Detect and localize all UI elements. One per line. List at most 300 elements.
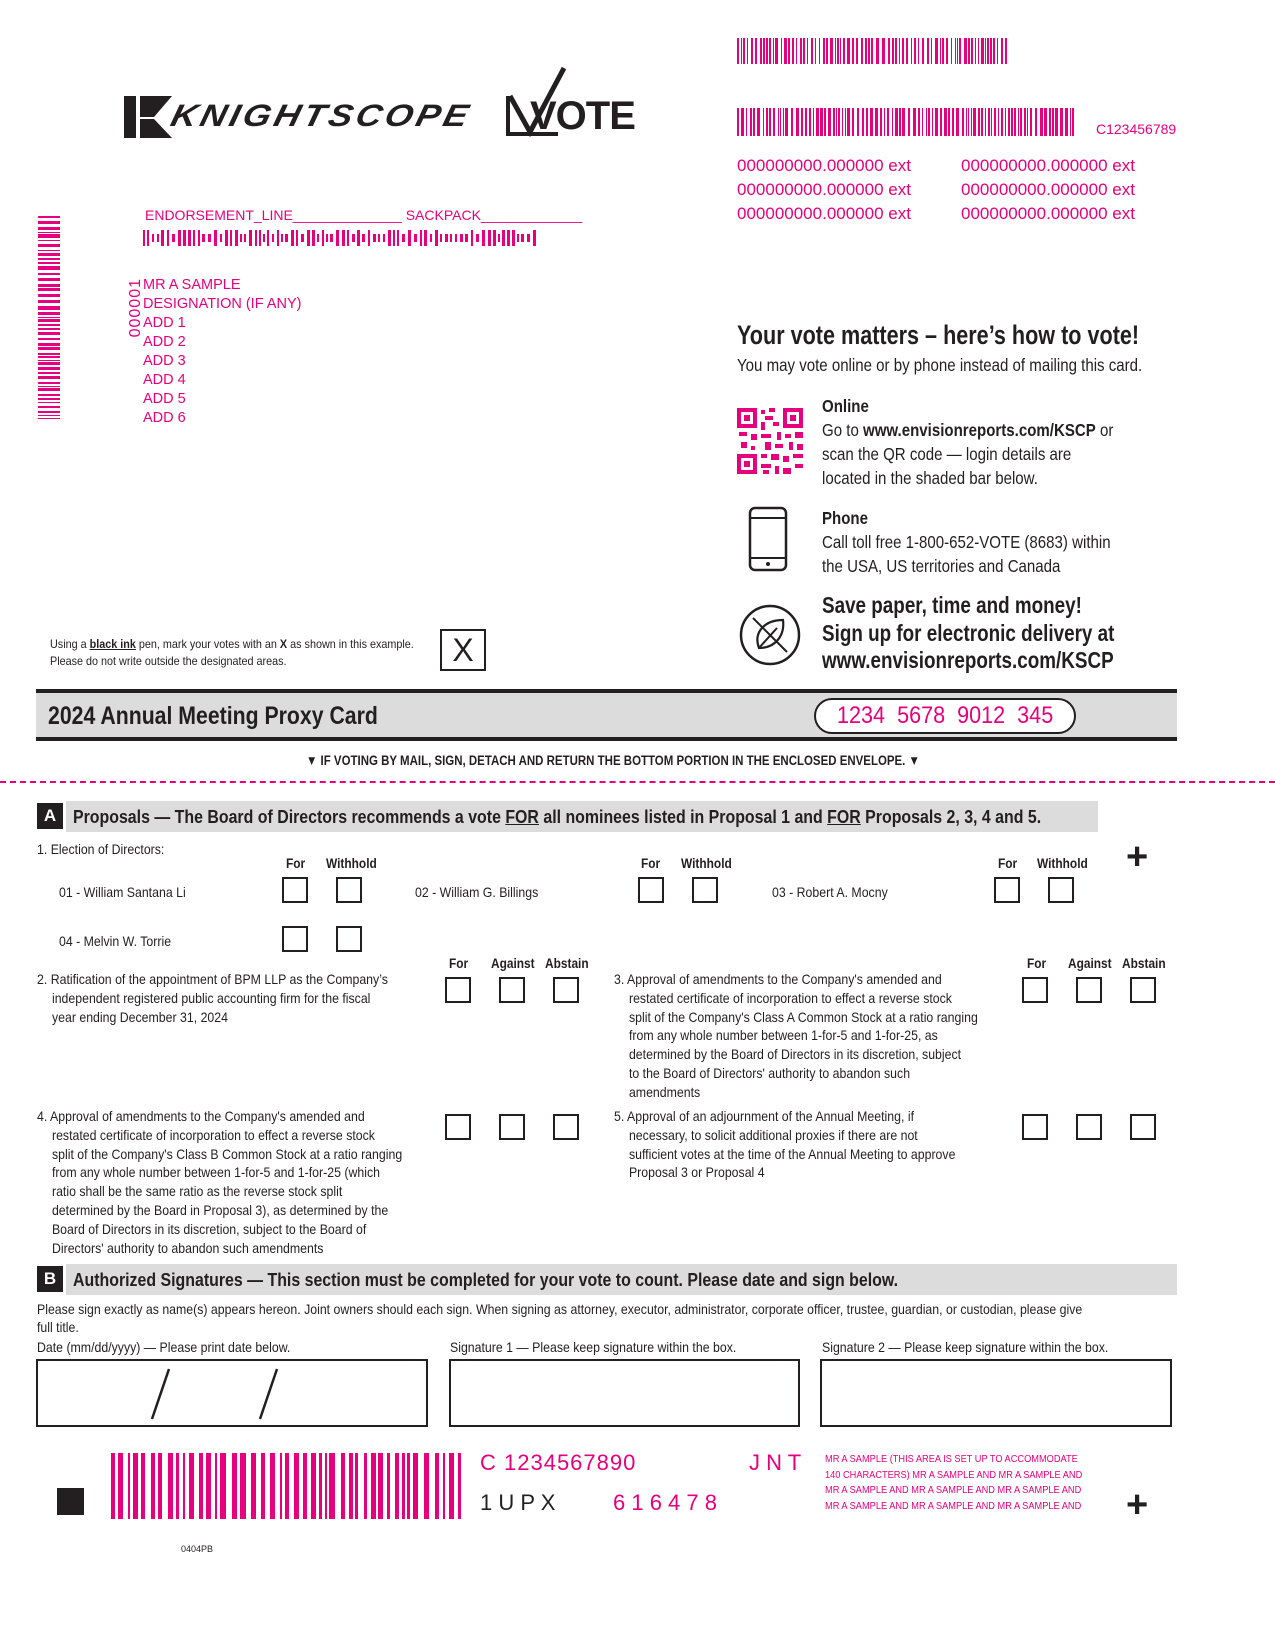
barcode-bar: [902, 108, 905, 136]
ext-code: 000000000.000000 ext: [961, 156, 1135, 175]
barcode-bar: [168, 1453, 173, 1519]
barcode-bar: [791, 108, 793, 136]
barcode-bar: [876, 38, 879, 64]
nominee-02-for-checkbox[interactable]: [638, 877, 664, 903]
signing-line-1: Please sign exactly as name(s) appears hereon. Joint owners should each sign. When signing as attorney, executor, administrator, corporate officer, trustee, guardian, or custodian, please give: [37, 1301, 1083, 1317]
proxy-card-title: 2024 Annual Meeting Proxy Card: [48, 702, 378, 730]
signature-1-box[interactable]: [449, 1359, 800, 1427]
barcode-bar: [966, 108, 967, 136]
example-mark: X: [452, 632, 474, 668]
proposal-line: 3. Approval of amendments to the Company's amended and: [614, 971, 942, 987]
knightscope-k-icon: [124, 94, 172, 140]
proposal-3-text: [614, 970, 1001, 1102]
barcode-bar: [875, 108, 878, 136]
barcode-bar: [143, 230, 145, 246]
signing-instructions: [37, 1300, 1082, 1336]
heading-prefix: Proposals — The Board of Directors recommends a vote: [73, 806, 506, 827]
barcode-bar: [840, 38, 841, 64]
barcode-bar: [932, 108, 933, 136]
qr-code-icon: [737, 408, 803, 474]
proposal-line: sufficient votes at the time of the Annual Meeting to approve: [628, 1145, 956, 1162]
barcode-bar: [249, 230, 252, 246]
barcode-bar: [743, 38, 745, 64]
col-header-for: For: [286, 855, 306, 871]
barcode-bar: [757, 108, 760, 136]
barcode-bar: [766, 108, 768, 136]
barcode-bar: [906, 38, 908, 64]
barcode-bar: [737, 108, 739, 136]
barcode-bar: [272, 234, 274, 243]
barcode-bar: [852, 38, 854, 64]
proposal-5-abstain-checkbox[interactable]: [1130, 1114, 1156, 1140]
barcode-bar: [267, 230, 269, 246]
barcode-bar: [763, 38, 765, 64]
proposal-3-for-checkbox[interactable]: [1022, 977, 1048, 1003]
barcode-bar: [176, 1453, 179, 1519]
proposal-5-for-checkbox[interactable]: [1022, 1114, 1048, 1140]
barcode-bar: [842, 108, 843, 136]
barcode-bar: [975, 38, 976, 64]
proposal-3-abstain-checkbox[interactable]: [1130, 977, 1156, 1003]
barcode-bar: [884, 108, 885, 136]
barcode-bar: [355, 1453, 358, 1519]
barcode-bar: [38, 338, 60, 340]
barcode-bar: [38, 253, 60, 256]
barcode-bar: [449, 1453, 454, 1519]
barcode-bar: [807, 38, 808, 64]
barcode-bar: [38, 402, 60, 403]
barcode-bar: [951, 38, 952, 64]
section-b-heading-bar: [66, 1264, 1177, 1295]
barcode-bar: [440, 234, 442, 243]
footer-jnt: J N T: [749, 1450, 802, 1475]
barcode-bar: [307, 230, 310, 246]
date-label: Date (mm/dd/yyyy) — Please print date below.: [37, 1339, 291, 1355]
proposal-2-text: [37, 970, 424, 1026]
barcode-bar: [435, 230, 438, 246]
barcode-bar: [868, 38, 870, 64]
proposal-5-against-checkbox[interactable]: [1076, 1114, 1102, 1140]
registration-plus-icon: +: [1126, 836, 1149, 878]
barcode-bar: [388, 230, 391, 246]
barcode-bar: [942, 38, 944, 64]
nominee-04-for-checkbox[interactable]: [282, 926, 308, 952]
barcode-bar: [760, 38, 762, 64]
barcode-bar: [824, 108, 826, 136]
proxy-card-bar: [36, 689, 1177, 741]
barcode-bar: [161, 230, 164, 246]
barcode-bar: [852, 108, 854, 136]
instr-middle: pen, mark your votes with an: [135, 637, 280, 651]
barcode-bar: [38, 227, 60, 230]
barcode-bar: [311, 1453, 316, 1519]
barcode-bar: [458, 1453, 461, 1519]
proposal-3-against-checkbox[interactable]: [1076, 977, 1102, 1003]
barcode-bar: [263, 234, 265, 243]
barcode-bar: [835, 38, 836, 64]
footer-sample-block: [825, 1452, 1082, 1514]
barcode-bar: [918, 108, 920, 136]
barcode-bar: [38, 312, 60, 315]
barcode-bar: [38, 266, 60, 270]
second-barcode: [737, 108, 1077, 136]
barcode-bar: [368, 230, 370, 246]
barcode-bar: [940, 38, 941, 64]
barcode-bar: [414, 234, 417, 243]
vote-headline: Your vote matters – here’s how to vote!: [737, 320, 1140, 350]
barcode-bar: [151, 1453, 155, 1519]
footer-upx: 1 U P X: [480, 1490, 556, 1515]
barcode-bar: [899, 38, 900, 64]
barcode-bar: [847, 38, 850, 64]
barcode-bar: [866, 108, 868, 136]
endorsement-line: ENDORSEMENT_LINE______________ SACKPACK_____________: [145, 207, 583, 223]
barcode-bar: [741, 108, 744, 136]
ext-code: 000000000.000000 ext: [961, 204, 1135, 223]
barcode-bar: [330, 234, 333, 243]
top-barcode: [737, 38, 1010, 64]
barcode-bar: [281, 234, 283, 243]
barcode-bar: [435, 1453, 439, 1519]
barcode-bar: [773, 108, 775, 136]
barcode-bar: [364, 1453, 367, 1519]
barcode-bar: [521, 234, 524, 243]
barcode-bar: [128, 1453, 130, 1519]
address-line: ADD 3: [143, 353, 186, 369]
barcode-bar: [769, 108, 771, 136]
barcode-bar: [352, 234, 355, 243]
barcode-bar: [908, 108, 910, 136]
instr-prefix: Using a: [50, 637, 90, 651]
barcode-bar: [413, 1453, 418, 1519]
barcode-bar: [978, 108, 980, 136]
footer-barcode: [111, 1453, 467, 1519]
barcode-bar: [38, 319, 60, 322]
col-header-for: For: [998, 855, 1018, 871]
sample-line: MR A SAMPLE AND MR A SAMPLE AND MR A SAMPLE AND: [825, 1484, 1082, 1496]
barcode-bar: [407, 1453, 410, 1519]
control-id: C123456789: [1096, 121, 1177, 137]
col-header-withhold: Withhold: [1037, 855, 1088, 871]
election-label: 1. Election of Directors:: [37, 841, 165, 857]
barcode-bar: [918, 38, 919, 64]
col-header-abstain: Abstain: [1122, 955, 1166, 971]
barcode-bar: [836, 108, 837, 136]
barcode-bar: [326, 234, 328, 243]
barcode-bar: [781, 38, 782, 64]
barcode-bar: [220, 1453, 226, 1519]
barcode-bar: [755, 38, 757, 64]
address-block: [143, 276, 301, 428]
heading-for-2: FOR: [827, 806, 861, 827]
proposal-line: split of the Company's Class A Common Stock at a ratio ranging: [628, 1008, 978, 1025]
barcode-bar: [993, 38, 995, 64]
proposal-2-abstain-checkbox[interactable]: [553, 977, 579, 1003]
barcode-bar: [895, 38, 897, 64]
barcode-bar: [862, 108, 864, 136]
barcode-bar: [1008, 108, 1010, 136]
ext-code: 000000000.000000 ext: [737, 180, 911, 199]
online-instructions: [822, 394, 1113, 490]
barcode-bar: [373, 234, 376, 243]
barcode-bar: [935, 38, 938, 64]
date-input-box[interactable]: [36, 1359, 428, 1427]
barcode-bar: [178, 230, 181, 246]
col-header-withhold: Withhold: [681, 855, 732, 871]
proposal-line: amendments: [628, 1083, 701, 1100]
barcode-bar: [378, 234, 380, 243]
barcode-bar: [911, 38, 912, 64]
barcode-bar: [803, 38, 805, 64]
vertical-barcode: [38, 216, 60, 421]
barcode-bar: [255, 230, 257, 246]
barcode-bar: [1040, 108, 1043, 136]
barcode-bar: [926, 108, 927, 136]
barcode-bar: [38, 273, 60, 275]
instr-x: X: [279, 637, 288, 651]
barcode-bar: [811, 38, 813, 64]
barcode-bar: [971, 108, 972, 136]
barcode-bar: [978, 38, 979, 64]
barcode-bar: [997, 38, 998, 64]
barcode-bar: [38, 328, 60, 330]
barcode-bar: [183, 1453, 185, 1519]
barcode-bar: [796, 108, 799, 136]
barcode-bar: [998, 108, 999, 136]
barcode-bar: [914, 38, 916, 64]
barcode-bar: [769, 38, 771, 64]
barcode-bar: [38, 372, 60, 374]
phone-instructions: [822, 506, 1111, 578]
barcode-bar: [38, 232, 60, 233]
barcode-bar: [871, 38, 873, 64]
signature-2-box[interactable]: [820, 1359, 1172, 1427]
barcode-bar: [38, 216, 60, 218]
paper-line-2: Sign up for electronic delivery at: [822, 619, 1115, 646]
barcode-bar: [38, 398, 60, 400]
barcode-bar: [796, 38, 797, 64]
address-line: ADD 1: [143, 315, 186, 331]
vote-word: VOTE: [530, 94, 635, 138]
ext-code: 000000000.000000 ext: [737, 204, 911, 223]
barcode-bar: [940, 108, 942, 136]
barcode-bar: [1024, 108, 1026, 136]
barcode-bar: [805, 108, 807, 136]
barcode-bar: [38, 317, 60, 318]
barcode-bar: [990, 38, 992, 64]
barcode-bar: [215, 1453, 217, 1519]
barcode-bar: [922, 38, 924, 64]
barcode-bar: [38, 294, 60, 297]
leaf-icon: [739, 604, 801, 666]
barcode-bar: [981, 38, 984, 64]
barcode-bar: [259, 230, 261, 246]
barcode-bar: [968, 108, 969, 136]
barcode-bar: [38, 332, 60, 335]
barcode-bar: [397, 230, 399, 246]
barcode-bar: [395, 1453, 399, 1519]
proposal-line: restated certificate of incorporation to effect a reverse stock: [51, 1126, 375, 1143]
proposal-4-abstain-checkbox[interactable]: [553, 1114, 579, 1140]
barcode-bar: [118, 1453, 123, 1519]
signature-2-label: Signature 2 — Please keep signature within the box.: [822, 1339, 1109, 1355]
col-header-withhold: Withhold: [326, 855, 377, 871]
phone-icon: [748, 506, 788, 572]
barcode-bar: [342, 230, 345, 246]
barcode-bar: [1052, 108, 1054, 136]
barcode-bar: [1055, 108, 1058, 136]
barcode-bar: [507, 230, 510, 246]
barcode-bar: [985, 108, 986, 136]
barcode-bar: [294, 1453, 299, 1519]
barcode-bar: [778, 108, 779, 136]
nominee-04-withhold-checkbox[interactable]: [336, 926, 362, 952]
proposal-line: 2. Ratification of the appointment of BPM LLP as the Company’s: [37, 971, 388, 987]
barcode-bar: [220, 234, 222, 243]
barcode-bar: [38, 382, 60, 384]
nominee-03-for-checkbox[interactable]: [994, 877, 1020, 903]
barcode-bar: [303, 1453, 307, 1519]
nominee-01-withhold-checkbox[interactable]: [336, 877, 362, 903]
col-header-abstain: Abstain: [545, 955, 589, 971]
proposal-line: split of the Company's Class B Common Stock at a ratio ranging: [51, 1145, 403, 1162]
address-line: ADD 6: [143, 410, 186, 426]
barcode-bar: [157, 234, 159, 243]
barcode-bar: [445, 234, 448, 243]
barcode-bar: [208, 234, 211, 243]
address-line: DESIGNATION (IF ANY): [143, 296, 302, 312]
instr-suffix: as shown in this example.: [287, 637, 414, 651]
barcode-bar: [38, 356, 60, 358]
proposal-4-for-checkbox[interactable]: [445, 1114, 471, 1140]
proposal-line: to the Board of Directors' authority to abandon such: [628, 1064, 911, 1081]
barcode-bar: [38, 221, 60, 224]
barcode-bar: [349, 1453, 353, 1519]
barcode-bar: [393, 230, 395, 246]
barcode-bar: [291, 230, 294, 246]
barcode-bar: [38, 240, 60, 241]
barcode-bar: [1030, 108, 1032, 136]
barcode-bar: [206, 1453, 211, 1519]
online-line-3: located in the shaded bar below.: [822, 468, 1038, 488]
perforation-line: [0, 781, 1275, 783]
address-line: ADD 4: [143, 372, 186, 388]
barcode-bar: [922, 108, 923, 136]
online-url-link[interactable]: www.envisionreports.com/KSCP: [862, 420, 1096, 440]
barcode-bar: [981, 108, 983, 136]
barcode-bar: [517, 234, 519, 243]
barcode-bar: [465, 234, 468, 243]
proposal-2-against-checkbox[interactable]: [499, 977, 525, 1003]
heading-middle: all nominees listed in Proposal 1 and: [538, 806, 828, 827]
barcode-bar: [813, 108, 814, 136]
phone-title: Phone: [822, 508, 868, 528]
proposal-line: from any whole number between 1-for-5 and 1-for-25, as: [628, 1027, 938, 1044]
barcode-bar: [962, 108, 964, 136]
phone-line-2: the USA, US territories and Canada: [822, 556, 1061, 576]
barcode-bar: [38, 394, 60, 396]
proposal-4-against-checkbox[interactable]: [499, 1114, 525, 1140]
ext-code: 000000000.000000 ext: [961, 180, 1135, 199]
nominee-name: 02 - William G. Billings: [415, 884, 539, 900]
barcode-bar: [38, 406, 60, 408]
barcode-bar: [1001, 108, 1003, 136]
barcode-bar: [737, 38, 739, 64]
barcode-bar: [956, 108, 959, 136]
form-code: 0404PB: [181, 1544, 214, 1554]
barcode-bar: [944, 108, 947, 136]
barcode-bar: [240, 234, 242, 243]
marking-line-1: [50, 636, 414, 653]
barcode-bar: [857, 108, 859, 136]
example-mark-box: [440, 629, 486, 671]
barcode-bar: [775, 38, 778, 64]
barcode-bar: [280, 1453, 282, 1519]
barcode-bar: [788, 38, 790, 64]
barcode-bar: [746, 108, 747, 136]
barcode-bar: [261, 1453, 265, 1519]
barcode-bar: [285, 234, 288, 243]
barcode-bar: [847, 108, 850, 136]
barcode-bar: [38, 262, 60, 264]
nominee-03-withhold-checkbox[interactable]: [1048, 877, 1074, 903]
proposal-2-for-checkbox[interactable]: [445, 977, 471, 1003]
section-b-letter: B: [37, 1266, 63, 1292]
signing-line-2: full title.: [37, 1319, 79, 1335]
barcode-bar: [828, 108, 831, 136]
barcode-bar: [371, 1453, 376, 1519]
barcode-bar: [420, 230, 422, 246]
barcode-bar: [38, 347, 60, 350]
sample-line: MR A SAMPLE (THIS AREA IS SET UP TO ACCOMMODATE: [825, 1453, 1078, 1465]
barcode-bar: [38, 306, 60, 310]
barcode-bar: [430, 234, 432, 243]
section-a-heading-bar: [66, 801, 1098, 832]
account-number-pill: [814, 698, 1076, 734]
barcode-bar: [424, 230, 427, 246]
barcode-bar: [1005, 38, 1007, 64]
proposal-line: year ending December 31, 2024: [51, 1008, 228, 1025]
marking-instructions: [50, 636, 414, 670]
barcode-bar: [214, 230, 217, 246]
date-slashes: [36, 1359, 428, 1427]
barcode-bar: [38, 353, 60, 355]
barcode-bar: [202, 234, 205, 243]
proposal-line: necessary, to solicit additional proxies if there are not: [628, 1126, 918, 1143]
barcode-bar: [1014, 108, 1016, 136]
barcode-bar: [895, 108, 898, 136]
paper-line-1: Save paper, time and money!: [822, 592, 1082, 618]
section-b-heading: Authorized Signatures — This section must be completed for your vote to count. Please date and sign below.: [73, 1269, 899, 1290]
barcode-bar: [1011, 108, 1013, 136]
barcode-bar: [1018, 108, 1019, 136]
barcode-bar: [973, 108, 976, 136]
barcode-bar: [780, 108, 781, 136]
barcode-bar: [826, 38, 828, 64]
address-line: MR A SAMPLE: [143, 277, 241, 293]
barcode-bar: [277, 230, 279, 246]
barcode-bar: [232, 1453, 237, 1519]
barcode-bar: [948, 108, 950, 136]
nominee-02-withhold-checkbox[interactable]: [692, 877, 718, 903]
nominee-01-for-checkbox[interactable]: [282, 877, 308, 903]
electronic-delivery-link[interactable]: www.envisionreports.com/KSCP: [822, 647, 1114, 673]
barcode-bar: [498, 234, 500, 243]
barcode-bar: [270, 1453, 275, 1519]
barcode-bar: [38, 411, 60, 413]
barcode-bar: [887, 108, 889, 136]
barcode-bar: [476, 234, 479, 243]
